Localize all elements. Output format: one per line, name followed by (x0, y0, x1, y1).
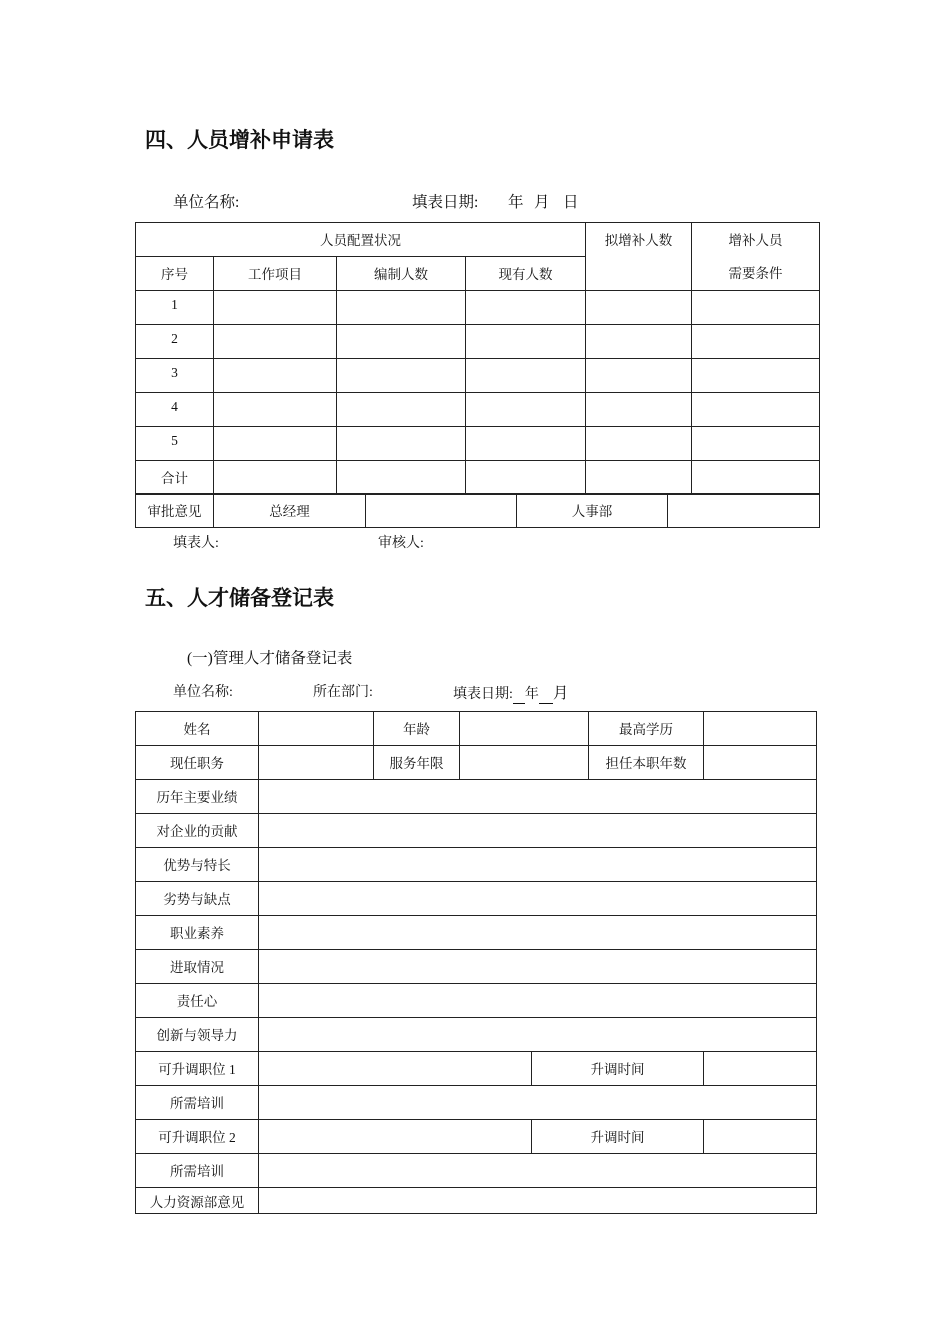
unit-name-label: 单位名称: (173, 194, 240, 211)
promo2-label: 可升调职位 2 (136, 1120, 259, 1154)
staff-request-table (135, 222, 820, 495)
section5-subtitle: (一)管理人才储备登记表 (187, 650, 353, 667)
responsibility-value[interactable] (259, 984, 817, 1018)
table-row-total (136, 461, 820, 495)
training1-value[interactable] (259, 1086, 817, 1120)
requirements-cell[interactable] (692, 325, 820, 359)
row-no: 5 (136, 427, 214, 461)
quota-cell[interactable] (337, 291, 466, 325)
requirements-cell[interactable] (692, 291, 820, 325)
col-quota-header: 编制人数 (337, 257, 466, 291)
gm-opinion-cell[interactable] (366, 494, 517, 528)
strengths-value[interactable] (259, 848, 817, 882)
requirements-header (692, 223, 820, 291)
requirements-cell[interactable] (692, 427, 820, 461)
row-no: 3 (136, 359, 214, 393)
date-month: 月 (534, 194, 550, 211)
requirements-cell[interactable] (692, 359, 820, 393)
fill-date-year: 年 (524, 687, 539, 702)
item-cell[interactable] (214, 325, 337, 359)
planned-cell[interactable] (586, 291, 692, 325)
quota-cell[interactable] (337, 461, 466, 495)
quota-cell[interactable] (337, 325, 466, 359)
strengths-label: 优势与特长 (136, 848, 259, 882)
age-value[interactable] (460, 712, 589, 746)
reviewer-label: 审核人: (378, 536, 424, 551)
row-no: 2 (136, 325, 214, 359)
planned-count-header: 拟增补人数 (586, 223, 692, 291)
fill-date-label-2: 填表日期: (453, 687, 513, 702)
date-year: 年 (508, 194, 524, 211)
ambition-value[interactable] (259, 950, 817, 984)
col-item-header: 工作项目 (214, 257, 337, 291)
promo1-value[interactable] (259, 1052, 532, 1086)
current-cell[interactable] (466, 427, 586, 461)
responsibility-label: 责任心 (136, 984, 259, 1018)
fill-date-label: 填表日期: (412, 194, 479, 211)
achievements-value[interactable] (259, 780, 817, 814)
filler-label: 填表人: (173, 536, 219, 551)
training2-value[interactable] (259, 1154, 817, 1188)
hr-label: 人事部 (517, 494, 668, 528)
achievements-label: 历年主要业绩 (136, 780, 259, 814)
promo1-time-value[interactable] (704, 1052, 817, 1086)
section5-title: 五、人才储备登记表 (145, 586, 334, 610)
current-cell[interactable] (466, 325, 586, 359)
col-no-header: 序号 (136, 257, 214, 291)
education-label: 最高学历 (589, 712, 704, 746)
planned-cell[interactable] (586, 427, 692, 461)
service-years-label: 服务年限 (374, 746, 460, 780)
professionalism-label: 职业素养 (136, 916, 259, 950)
current-cell[interactable] (466, 393, 586, 427)
unit-name-label-2: 单位名称: (173, 685, 233, 700)
promo2-time-value[interactable] (704, 1120, 817, 1154)
service-years-value[interactable] (460, 746, 589, 780)
row-no: 4 (136, 393, 214, 427)
fill-date-2 (453, 681, 568, 704)
item-cell[interactable] (214, 359, 337, 393)
planned-cell[interactable] (586, 325, 692, 359)
hr-opinion-value[interactable] (259, 1188, 817, 1214)
requirements-header-line1: 增补人员 (728, 233, 783, 248)
table-row (136, 359, 820, 393)
quota-cell[interactable] (337, 393, 466, 427)
promo2-time-label: 升调时间 (532, 1120, 704, 1154)
ambition-label: 进取情况 (136, 950, 259, 984)
staff-config-header: 人员配置状况 (136, 223, 586, 257)
gm-label: 总经理 (214, 494, 366, 528)
table-row (136, 427, 820, 461)
contribution-label: 对企业的贡献 (136, 814, 259, 848)
planned-cell[interactable] (586, 393, 692, 427)
talent-reserve-table (135, 711, 817, 1214)
item-cell[interactable] (214, 393, 337, 427)
name-label: 姓名 (136, 712, 259, 746)
fill-date-month: 月 (552, 685, 569, 702)
training1-label: 所需培训 (136, 1086, 259, 1120)
promo1-time-label: 升调时间 (532, 1052, 704, 1086)
quota-cell[interactable] (337, 359, 466, 393)
position-value[interactable] (259, 746, 374, 780)
education-value[interactable] (704, 712, 817, 746)
innovation-value[interactable] (259, 1018, 817, 1052)
item-cell[interactable] (214, 461, 337, 495)
promo2-value[interactable] (259, 1120, 532, 1154)
requirements-header-line2: 需要条件 (728, 266, 783, 281)
total-label: 合计 (136, 461, 214, 495)
requirements-cell[interactable] (692, 461, 820, 495)
current-cell[interactable] (466, 291, 586, 325)
planned-cell[interactable] (586, 461, 692, 495)
professionalism-value[interactable] (259, 916, 817, 950)
weaknesses-value[interactable] (259, 882, 817, 916)
table-row (136, 393, 820, 427)
current-cell[interactable] (466, 461, 586, 495)
table-row (136, 291, 820, 325)
approval-table (135, 493, 820, 528)
quota-cell[interactable] (337, 427, 466, 461)
approval-label: 审批意见 (136, 494, 214, 528)
weaknesses-label: 劣势与缺点 (136, 882, 259, 916)
position-years-label: 担任本职年数 (589, 746, 704, 780)
innovation-label: 创新与领导力 (136, 1018, 259, 1052)
row-no: 1 (136, 291, 214, 325)
hr-opinion-label: 人力资源部意见 (136, 1188, 259, 1214)
month-blank[interactable] (539, 687, 553, 704)
item-cell[interactable] (214, 427, 337, 461)
col-current-header: 现有人数 (466, 257, 586, 291)
current-cell[interactable] (466, 359, 586, 393)
name-value[interactable] (259, 712, 374, 746)
training2-label: 所需培训 (136, 1154, 259, 1188)
promo1-label: 可升调职位 1 (136, 1052, 259, 1086)
item-cell[interactable] (214, 291, 337, 325)
planned-cell[interactable] (586, 359, 692, 393)
requirements-cell[interactable] (692, 393, 820, 427)
table-row (136, 325, 820, 359)
position-label: 现任职务 (136, 746, 259, 780)
hr-opinion-cell[interactable] (668, 494, 820, 528)
contribution-value[interactable] (259, 814, 817, 848)
section4-title: 四、人员增补申请表 (145, 128, 334, 152)
date-day: 日 (563, 194, 579, 211)
position-years-value[interactable] (704, 746, 817, 780)
age-label: 年龄 (374, 712, 460, 746)
year-blank[interactable] (513, 687, 525, 704)
dept-label: 所在部门: (313, 685, 373, 700)
